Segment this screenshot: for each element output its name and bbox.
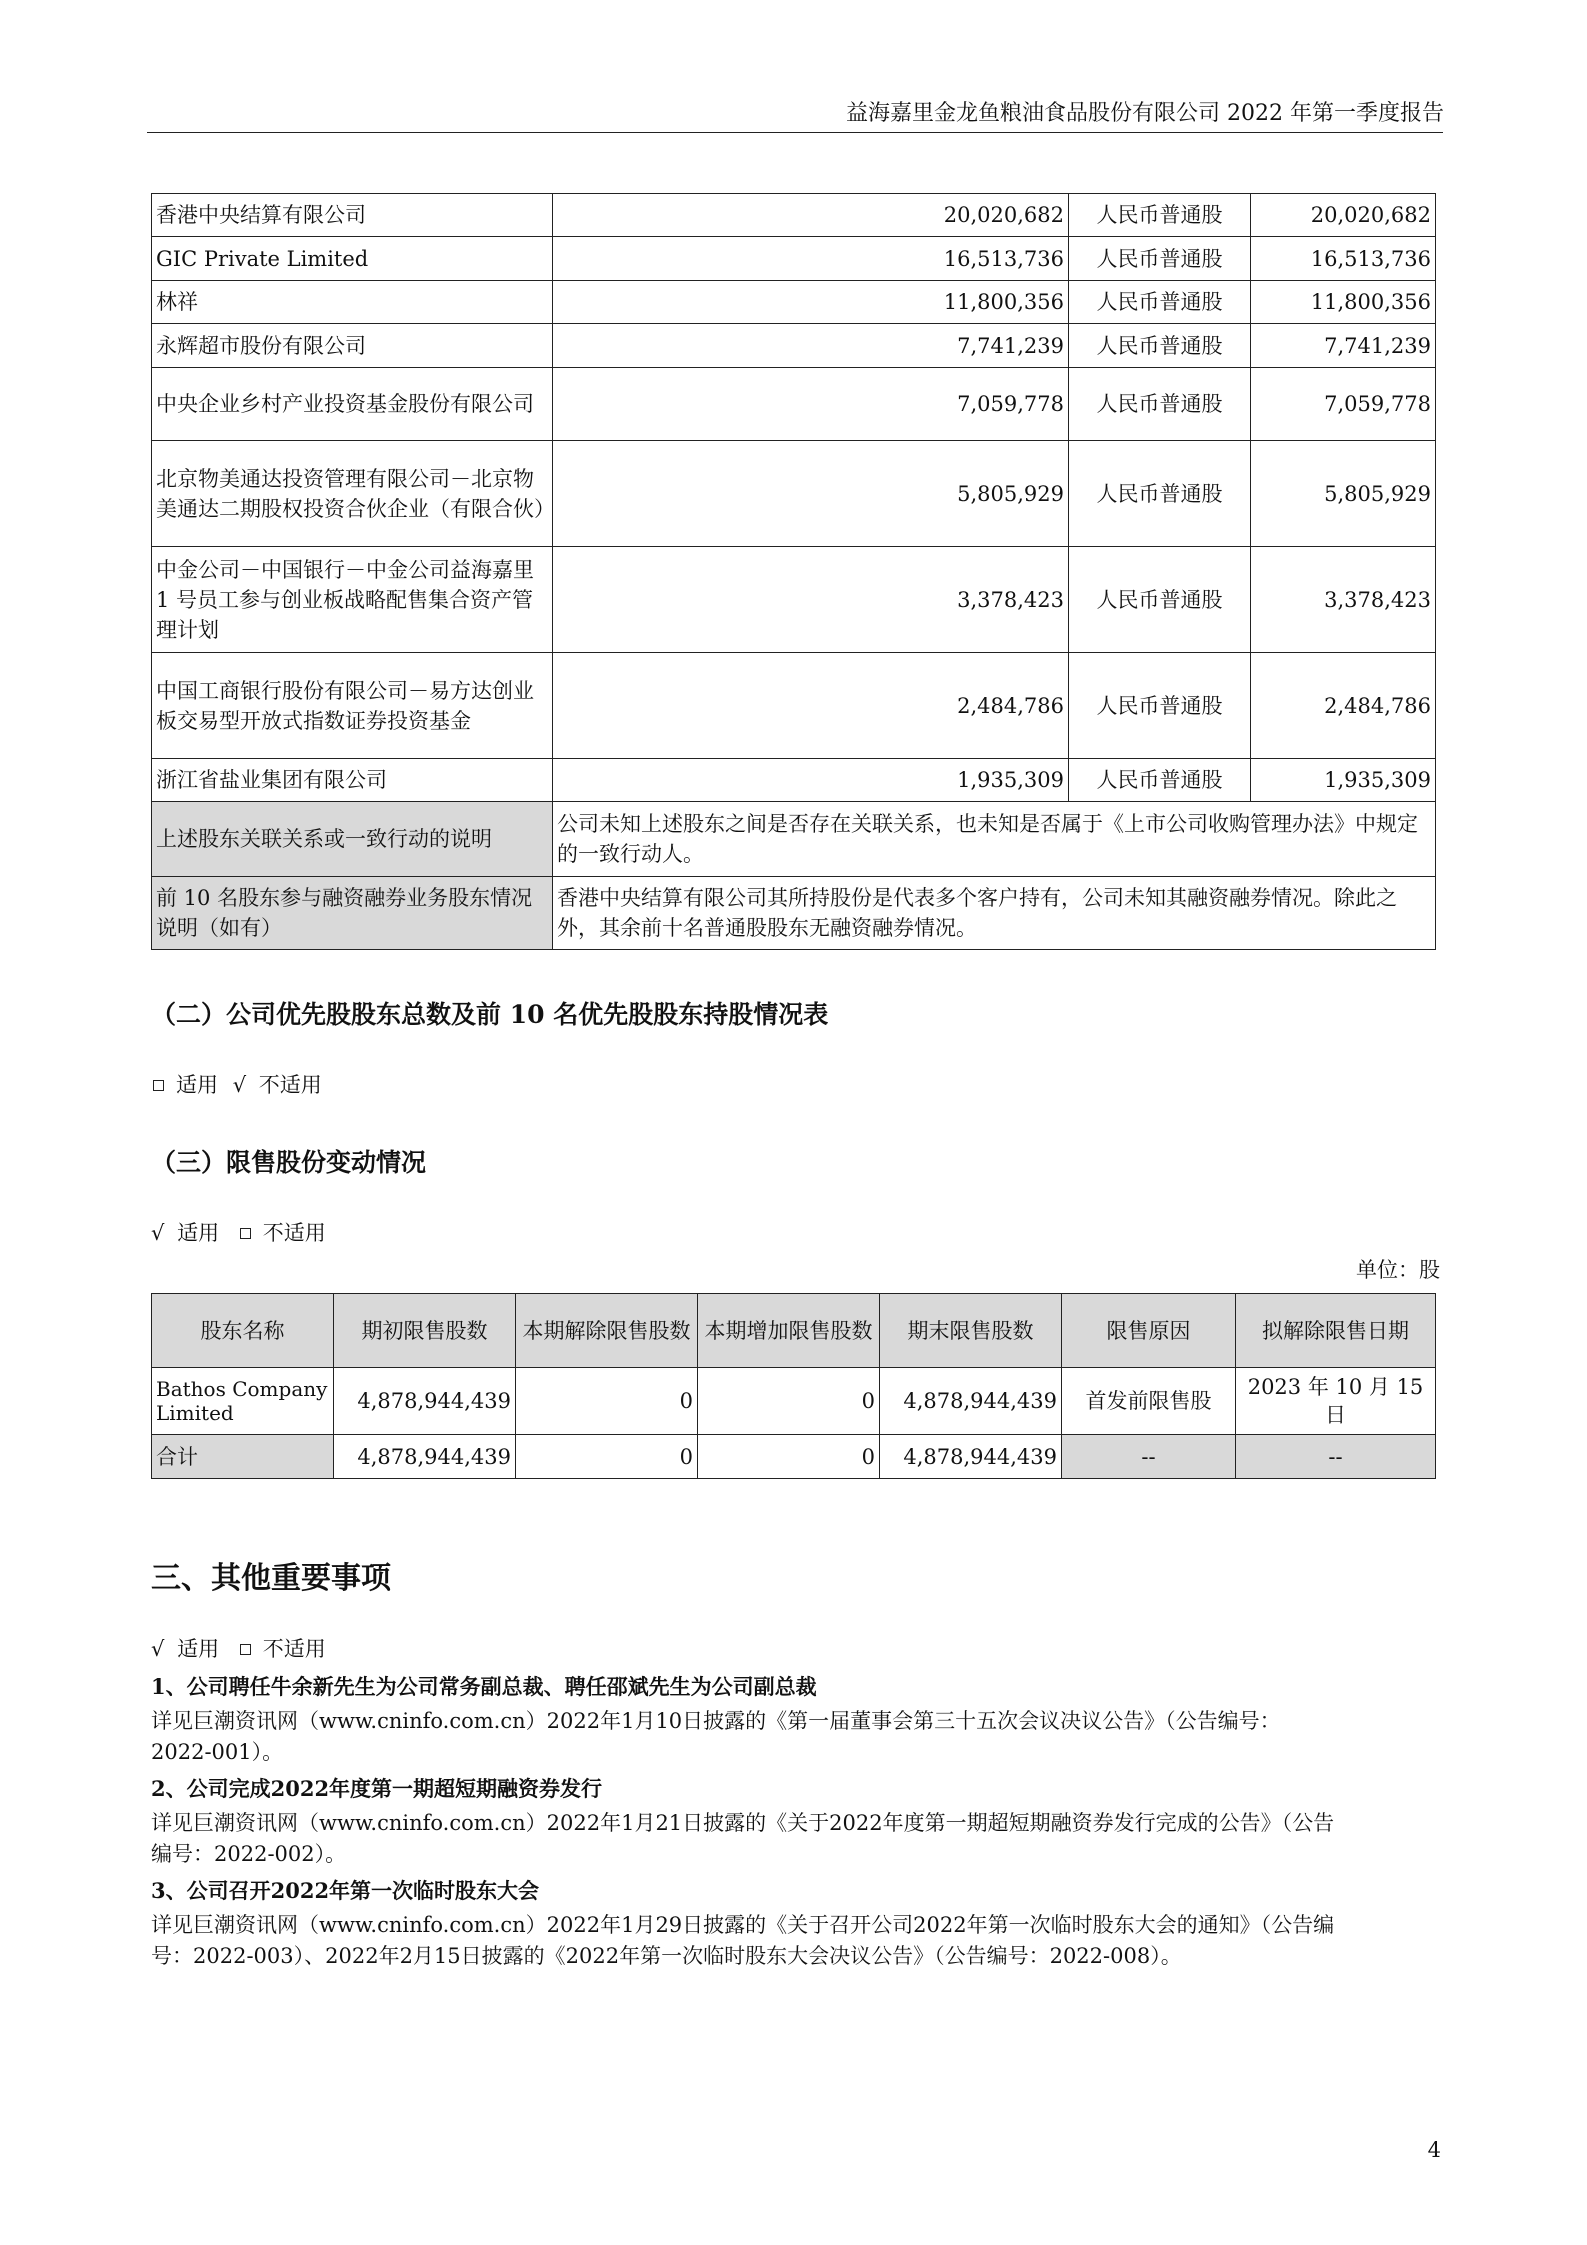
shares-held: 7,059,778 (553, 368, 1069, 441)
shares-held: 5,805,929 (553, 441, 1069, 547)
total-label: 合计 (152, 1435, 334, 1479)
opening-restricted: 4,878,944,439 (334, 1435, 516, 1479)
column-header: 期末限售股数 (880, 1294, 1062, 1368)
shareholder-name: 北京物美通达投资管理有限公司－北京物美通达二期股权投资合伙企业（有限合伙） (152, 441, 553, 547)
item-body-line: 详见巨潮资讯网（www.cninfo.com.cn）2022年1月29日披露的《关于召开公司2022年第一次临时股东大会的通知》（公告编 (151, 1913, 1335, 1937)
table-row (152, 324, 1436, 368)
other-applicability (151, 1634, 326, 1665)
item-body-line: 2022-001）。 (151, 1740, 284, 1764)
option-not-applicable: 不适用 (262, 1637, 326, 1661)
released-restricted: 0 (516, 1368, 698, 1435)
shareholder-name: 浙江省盐业集团有限公司 (152, 759, 553, 802)
check-mark-icon: √ (151, 1637, 165, 1661)
header-title: 益海嘉里金龙鱼粮油食品股份有限公司 2022 年第一季度报告 (846, 101, 1444, 126)
table-row (152, 1368, 1436, 1435)
opening-restricted: 4,878,944,439 (334, 1368, 516, 1435)
option-applicable: 适用 (177, 1221, 220, 1245)
closing-restricted: 4,878,944,439 (880, 1435, 1062, 1479)
share-count: 11,800,356 (1251, 281, 1436, 324)
table-header-row (152, 1294, 1436, 1368)
item-heading: 1、公司聘任牛余新先生为公司常务副总裁、聘任邵斌先生为公司副总裁 (151, 1674, 817, 1699)
unit-label: 单位：股 (1356, 1258, 1440, 1282)
released-restricted: 0 (516, 1435, 698, 1479)
shareholder-name: 中国工商银行股份有限公司－易方达创业板交易型开放式指数证券投资基金 (152, 653, 553, 759)
section2-applicability (151, 1070, 322, 1101)
top10-shareholders-table (151, 193, 1436, 950)
share-type: 人民币普通股 (1069, 368, 1251, 441)
column-header: 拟解除限售日期 (1236, 1294, 1436, 1368)
column-header: 期初限售股数 (334, 1294, 516, 1368)
share-count: 5,805,929 (1251, 441, 1436, 547)
shareholder-name: 永辉超市股份有限公司 (152, 324, 553, 368)
margin-trading-text: 香港中央结算有限公司其所持股份是代表多个客户持有，公司未知其融资融券情况。除此之外，其余前十名普通股股东无融资融券情况。 (553, 877, 1436, 950)
checkbox-unchecked-icon (240, 1228, 251, 1239)
shareholder-name: 林祥 (152, 281, 553, 324)
table-row (152, 237, 1436, 281)
shares-held: 3,378,423 (553, 547, 1069, 653)
share-count: 20,020,682 (1251, 194, 1436, 237)
share-count: 16,513,736 (1251, 237, 1436, 281)
share-type: 人民币普通股 (1069, 194, 1251, 237)
page-number: 4 (1427, 2138, 1441, 2162)
restriction-reason: -- (1062, 1435, 1236, 1479)
shareholder-name: 中央企业乡村产业投资基金股份有限公司 (152, 368, 553, 441)
added-restricted: 0 (698, 1368, 880, 1435)
item-heading: 2、公司完成2022年度第一期超短期融资券发行 (151, 1776, 603, 1801)
shareholder-name: Bathos Company Limited (152, 1368, 334, 1435)
shares-held: 1,935,309 (553, 759, 1069, 802)
header-rule (147, 132, 1443, 133)
share-count: 3,378,423 (1251, 547, 1436, 653)
share-type: 人民币普通股 (1069, 759, 1251, 802)
check-mark-icon: √ (232, 1073, 247, 1097)
share-type: 人民币普通股 (1069, 547, 1251, 653)
table-row (152, 281, 1436, 324)
share-type: 人民币普通股 (1069, 324, 1251, 368)
shares-held: 2,484,786 (553, 653, 1069, 759)
checkbox-unchecked-icon (153, 1080, 164, 1091)
table-row (152, 368, 1436, 441)
table-row (152, 547, 1436, 653)
shareholder-name: 中金公司－中国银行－中金公司益海嘉里 1 号员工参与创业板战略配售集合资产管理计划 (152, 547, 553, 653)
shareholder-name: 香港中央结算有限公司 (152, 194, 553, 237)
share-type: 人民币普通股 (1069, 441, 1251, 547)
margin-trading-label: 前 10 名股东参与融资融券业务股东情况说明（如有） (152, 877, 553, 950)
share-type: 人民币普通股 (1069, 653, 1251, 759)
item-body-line: 号：2022-003）、2022年2月15日披露的《2022年第一次临时股东大会决议公告》（公告编号：2022-008）。 (151, 1944, 1182, 1968)
release-date: -- (1236, 1435, 1436, 1479)
shares-held: 20,020,682 (553, 194, 1069, 237)
related-parties-text: 公司未知上述股东之间是否存在关联关系，也未知是否属于《上市公司收购管理办法》中规定的一致行动人。 (553, 802, 1436, 877)
checkbox-unchecked-icon (240, 1644, 251, 1655)
shares-held: 11,800,356 (553, 281, 1069, 324)
item-body-line: 详见巨潮资讯网（www.cninfo.com.cn）2022年1月10日披露的《第一届董事会第三十五次会议决议公告》（公告编号： (151, 1709, 1281, 1733)
option-applicable: 适用 (176, 1073, 218, 1097)
table-row (152, 802, 1436, 877)
share-count: 1,935,309 (1251, 759, 1436, 802)
share-count: 7,059,778 (1251, 368, 1436, 441)
table-row (152, 194, 1436, 237)
table-total-row (152, 1435, 1436, 1479)
section3-applicability (151, 1218, 326, 1249)
item-body-line: 详见巨潮资讯网（www.cninfo.com.cn）2022年1月21日披露的《关于2022年度第一期超短期融资券发行完成的公告》（公告 (151, 1811, 1335, 1835)
check-mark-icon: √ (151, 1221, 165, 1245)
column-header: 本期解除限售股数 (516, 1294, 698, 1368)
column-header: 股东名称 (152, 1294, 334, 1368)
section2-title: （二）公司优先股股东总数及前 10 名优先股股东持股情况表 (151, 1000, 829, 1029)
option-not-applicable: 不适用 (262, 1221, 326, 1245)
table-row (152, 441, 1436, 547)
share-count: 2,484,786 (1251, 653, 1436, 759)
column-header: 限售原因 (1062, 1294, 1236, 1368)
column-header: 本期增加限售股数 (698, 1294, 880, 1368)
related-parties-label: 上述股东关联关系或一致行动的说明 (152, 802, 553, 877)
table-row (152, 759, 1436, 802)
added-restricted: 0 (698, 1435, 880, 1479)
item-body-line: 编号：2022-002）。 (151, 1842, 347, 1866)
option-applicable: 适用 (177, 1637, 220, 1661)
item-heading: 3、公司召开2022年第一次临时股东大会 (151, 1878, 540, 1903)
share-type: 人民币普通股 (1069, 237, 1251, 281)
table-row (152, 653, 1436, 759)
shareholder-name: GIC Private Limited (152, 237, 553, 281)
share-type: 人民币普通股 (1069, 281, 1251, 324)
restricted-shares-table (151, 1293, 1436, 1479)
other-matters-title: 三、其他重要事项 (151, 1561, 391, 1596)
release-date: 2023 年 10 月 15 日 (1236, 1368, 1436, 1435)
section3-title: （三）限售股份变动情况 (151, 1148, 427, 1177)
closing-restricted: 4,878,944,439 (880, 1368, 1062, 1435)
shares-held: 16,513,736 (553, 237, 1069, 281)
option-not-applicable: 不适用 (258, 1073, 322, 1097)
restriction-reason: 首发前限售股 (1062, 1368, 1236, 1435)
shares-held: 7,741,239 (553, 324, 1069, 368)
table-row (152, 877, 1436, 950)
share-count: 7,741,239 (1251, 324, 1436, 368)
